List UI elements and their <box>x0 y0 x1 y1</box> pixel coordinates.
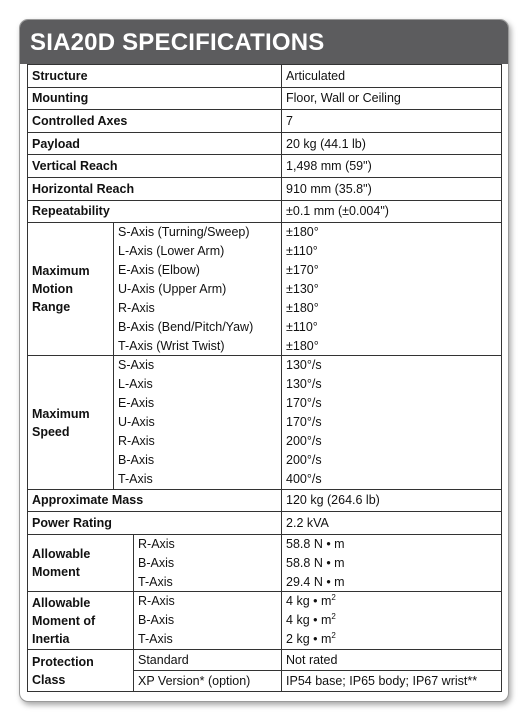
spec-value: 120 kg (264.6 lb) <box>282 489 502 512</box>
spec-card <box>19 19 509 702</box>
spec-value: 2 kg • $m^2$ <box>286 631 336 647</box>
value-list <box>282 534 502 592</box>
axis-name: S-Axis (Turning/Sweep) <box>118 225 250 240</box>
table-row-motion-range <box>28 223 502 356</box>
value-list <box>282 223 502 356</box>
spec-value: Not rated <box>282 650 502 671</box>
spec-value: 1,498 mm (59") <box>282 155 502 178</box>
spec-label: Structure <box>28 65 282 88</box>
axis-name: T-Axis <box>118 471 153 486</box>
spec-value: ±170° <box>286 262 319 277</box>
value-list <box>282 592 502 650</box>
table-row-protection-class <box>28 650 502 671</box>
spec-value: 58.8 N • m <box>286 555 345 570</box>
spec-label: Mounting <box>28 87 282 110</box>
spec-value: 200°/s <box>286 433 322 448</box>
spec-label: Approximate Mass <box>28 489 282 512</box>
spec-value: 7 <box>282 110 502 133</box>
table-row-repeatability <box>28 200 502 223</box>
axis-list <box>114 356 282 489</box>
spec-value: ±180° <box>286 225 319 240</box>
table-row-speed <box>28 356 502 489</box>
axis-name: B-Axis <box>138 555 175 570</box>
axis-name: R-Axis <box>138 536 175 551</box>
spec-label: Maximum Motion Range <box>28 223 114 356</box>
exponent: 2 <box>331 593 336 603</box>
table-row-structure <box>28 65 502 88</box>
axis-name: T-Axis <box>138 632 173 647</box>
spec-value: IP54 base; IP65 body; IP67 wrist** <box>282 671 502 692</box>
spec-value: 910 mm (35.8") <box>282 177 502 200</box>
spec-title: SIA20D SPECIFICATIONS <box>20 20 508 64</box>
spec-value: 4 kg • $m^2$ <box>286 593 336 609</box>
axis-name: B-Axis (Bend/Pitch/Yaw) <box>118 319 254 334</box>
spec-value: 170°/s <box>286 415 322 430</box>
axis-name: S-Axis <box>118 358 155 373</box>
spec-value: 29.4 N • m <box>286 574 345 589</box>
table-row-horizontal-reach <box>28 177 502 200</box>
spec-value: 2.2 kVA <box>282 512 502 535</box>
spec-label: Allowable Moment of Inertia <box>28 592 134 650</box>
axis-name: T-Axis <box>138 574 173 589</box>
spec-label: Vertical Reach <box>28 155 282 178</box>
spec-value: 200°/s <box>286 452 322 467</box>
spec-label: Payload <box>28 132 282 155</box>
axis-name: L-Axis <box>118 377 153 392</box>
spec-value: 400°/s <box>286 471 322 486</box>
axis-list <box>134 592 282 650</box>
axis-list <box>134 534 282 592</box>
spec-value: ±180° <box>286 338 319 353</box>
spec-label: Power Rating <box>28 512 282 535</box>
axis-name: E-Axis <box>118 396 155 411</box>
axis-list <box>114 223 282 356</box>
axis-name: U-Axis (Upper Arm) <box>118 281 227 296</box>
table-row-moment-of-inertia <box>28 592 502 650</box>
spec-value: 20 kg (44.1 lb) <box>282 132 502 155</box>
protection-option: Standard <box>134 650 282 671</box>
axis-name: R-Axis <box>118 300 155 315</box>
exponent: 2 <box>331 631 336 641</box>
table-row-payload <box>28 132 502 155</box>
axis-name: R-Axis <box>138 594 175 609</box>
spec-label: Protection Class <box>28 650 134 692</box>
axis-name: E-Axis (Elbow) <box>118 262 200 277</box>
spec-value: 4 kg • $m^2$ <box>286 612 336 628</box>
spec-value: ±0.1 mm (±0.004") <box>282 200 502 223</box>
axis-name: B-Axis <box>138 613 175 628</box>
spec-table <box>27 64 502 692</box>
spec-value: Articulated <box>282 65 502 88</box>
exponent: 2 <box>331 612 336 622</box>
spec-value: ±180° <box>286 300 319 315</box>
table-row-vertical-reach <box>28 155 502 178</box>
spec-value: Floor, Wall or Ceiling <box>282 87 502 110</box>
protection-option: XP Version* (option) <box>134 671 282 692</box>
table-row-power-rating <box>28 512 502 535</box>
spec-label: Maximum Speed <box>28 356 114 489</box>
axis-name: R-Axis <box>118 433 155 448</box>
axis-name: B-Axis <box>118 452 155 467</box>
table-row-allowable-moment <box>28 534 502 592</box>
axis-name: T-Axis (Wrist Twist) <box>118 338 225 353</box>
table-row-approx-mass <box>28 489 502 512</box>
spec-value: 130°/s <box>286 377 322 392</box>
axis-name: L-Axis (Lower Arm) <box>118 244 225 259</box>
value-list <box>282 356 502 489</box>
table-row-mounting <box>28 87 502 110</box>
spec-label: Horizontal Reach <box>28 177 282 200</box>
spec-label: Controlled Axes <box>28 110 282 133</box>
spec-value: ±130° <box>286 281 319 296</box>
spec-value: 130°/s <box>286 358 322 373</box>
table-row-controlled-axes <box>28 110 502 133</box>
spec-label: Allowable Moment <box>28 534 134 592</box>
spec-value: ±110° <box>286 244 318 259</box>
spec-value: 170°/s <box>286 396 322 411</box>
spec-value: ±110° <box>286 319 318 334</box>
spec-label: Repeatability <box>28 200 282 223</box>
spec-value: 58.8 N • m <box>286 536 345 551</box>
axis-name: U-Axis <box>118 415 155 430</box>
